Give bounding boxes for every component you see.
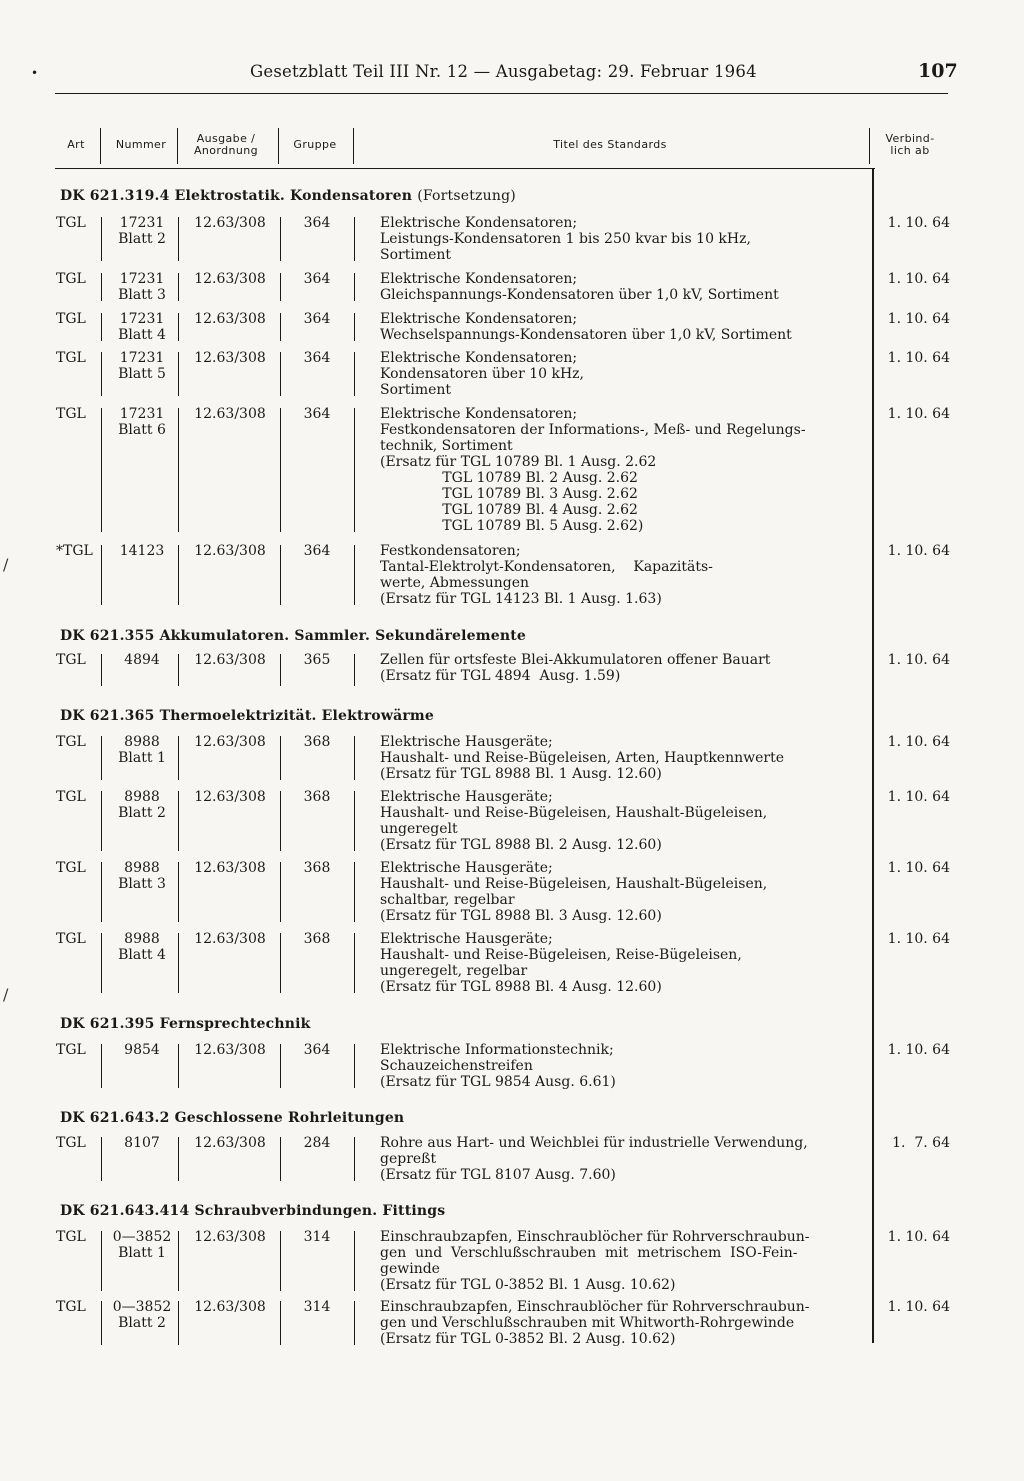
cell-nummer: 0—3852 Blatt 1 (112, 1229, 172, 1261)
row-divider (280, 1301, 281, 1345)
cell-gruppe: 364 (303, 271, 331, 287)
cell-ausgabe: 12.63/308 (194, 350, 266, 366)
section-name: Akkumulatoren. Sammler. Sekundärelemente (159, 628, 527, 644)
row-divider (354, 933, 355, 993)
row-divider (280, 408, 281, 532)
row-divider (178, 273, 179, 301)
row-divider (280, 862, 281, 922)
cell-art: TGL (56, 311, 86, 327)
row-divider (101, 313, 102, 341)
row-divider (354, 736, 355, 780)
column-divider (869, 128, 870, 164)
row-divider (178, 791, 179, 851)
column-divider (177, 128, 178, 164)
row-divider (178, 1301, 179, 1345)
cell-gruppe: 368 (303, 860, 331, 876)
row-divider (280, 1137, 281, 1181)
row-divider (354, 217, 355, 261)
section-heading (60, 628, 526, 644)
cell-gruppe: 364 (303, 1042, 331, 1058)
cell-gruppe: 365 (303, 652, 331, 668)
row-divider (178, 862, 179, 922)
section-suffix: (Fortsetzung) (417, 188, 516, 204)
row-divider (280, 545, 281, 605)
stray-dot: • (31, 66, 39, 80)
row-divider (101, 654, 102, 686)
cell-nummer: 17231 Blatt 4 (118, 311, 166, 343)
cell-art: TGL (56, 860, 86, 876)
row-divider (178, 352, 179, 396)
row-divider (101, 791, 102, 851)
section-heading (60, 1110, 404, 1126)
cell-titel: Rohre aus Hart- und Weichblei für industrielle Verwendung, gepreßt (Ersatz für TGL 8107 Ausg. 7.60) (380, 1135, 808, 1183)
cell-ausgabe: 12.63/308 (194, 1229, 266, 1245)
column-header-rule (55, 168, 875, 169)
cell-art: TGL (56, 1299, 86, 1315)
margin-mark: / (3, 555, 9, 574)
cell-titel: Elektrische Kondensatoren; Gleichspannungs-Kondensatoren über 1,0 kV, Sortiment (380, 271, 779, 303)
cell-nummer: 17231 Blatt 6 (118, 406, 166, 438)
row-divider (101, 273, 102, 301)
cell-nummer: 9854 (124, 1042, 160, 1058)
row-divider (178, 545, 179, 605)
cell-ausgabe: 12.63/308 (194, 931, 266, 947)
row-divider (354, 313, 355, 341)
row-divider (280, 313, 281, 341)
cell-ausgabe: 12.63/308 (194, 406, 266, 422)
cell-ausgabe: 12.63/308 (194, 543, 266, 559)
row-divider (280, 217, 281, 261)
cell-titel: Elektrische Informationstechnik; Schauzeichenstreifen (Ersatz für TGL 9854 Ausg. 6.61) (380, 1042, 616, 1090)
cell-verbindlich: 1. 10. 64 (887, 543, 950, 559)
column-header-nummer: Nummer (115, 138, 167, 151)
cell-ausgabe: 12.63/308 (194, 215, 266, 231)
row-divider (101, 352, 102, 396)
header-rule (55, 93, 948, 94)
cell-gruppe: 364 (303, 350, 331, 366)
column-header-ausgabe: Ausgabe / Anordnung (193, 132, 259, 157)
margin-mark: / (3, 985, 9, 1004)
section-heading (60, 1203, 445, 1219)
section-code: DK 621.319.4 (60, 188, 170, 204)
row-divider (354, 408, 355, 532)
section-name: Thermoelektrizität. Elektrowärme (159, 708, 435, 724)
cell-titel: Einschraubzapfen, Einschraublöcher für Rohrverschraubun- gen und Verschlußschrauben mit metrischem ISO-Fein- gewinde (Ersatz für TGL 0-3852 Bl. 1 Ausg. 10.62) (380, 1229, 810, 1293)
cell-nummer: 8988 Blatt 3 (118, 860, 166, 892)
cell-titel: Elektrische Hausgeräte; Haushalt- und Reise-Bügeleisen, Arten, Hauptkennwerte (Ersatz für TGL 8988 Bl. 1 Ausg. 12.60) (380, 734, 784, 782)
cell-verbindlich: 1. 10. 64 (887, 311, 950, 327)
cell-titel: Einschraubzapfen, Einschraublöcher für Rohrverschraubun- gen und Verschlußschrauben mit Whitworth-Rohrgewinde (Ersatz für TGL 0-3852 Bl. 2 Ausg. 10.62) (380, 1299, 810, 1347)
cell-art: TGL (56, 734, 86, 750)
section-name: Geschlossene Rohrleitungen (174, 1110, 405, 1126)
column-header-art: Art (67, 138, 85, 151)
section-code: DK 621.395 (60, 1016, 155, 1032)
cell-gruppe: 284 (303, 1135, 331, 1151)
row-divider (101, 217, 102, 261)
cell-titel: Elektrische Kondensatoren; Wechselspannungs-Kondensatoren über 1,0 kV, Sortiment (380, 311, 792, 343)
cell-art: TGL (56, 406, 86, 422)
row-divider (101, 933, 102, 993)
cell-art: TGL (56, 271, 86, 287)
row-divider (354, 1231, 355, 1291)
cell-nummer: 4894 (124, 652, 160, 668)
row-divider (178, 654, 179, 686)
cell-titel: Elektrische Kondensatoren; Kondensatoren über 10 kHz, Sortiment (380, 350, 585, 398)
section-code: DK 621.643.2 (60, 1110, 170, 1126)
column-header-gruppe: Gruppe (293, 138, 337, 151)
cell-verbindlich: 1. 10. 64 (887, 652, 950, 668)
cell-nummer: 8107 (124, 1135, 160, 1151)
cell-gruppe: 364 (303, 406, 331, 422)
cell-verbindlich: 1. 10. 64 (887, 350, 950, 366)
cell-verbindlich: 1. 10. 64 (887, 215, 950, 231)
row-divider (178, 933, 179, 993)
cell-verbindlich: 1. 10. 64 (887, 734, 950, 750)
row-divider (354, 273, 355, 301)
row-divider (178, 408, 179, 532)
cell-gruppe: 314 (303, 1229, 331, 1245)
section-heading (60, 1016, 311, 1032)
row-divider (178, 736, 179, 780)
row-divider (354, 654, 355, 686)
cell-titel: Zellen für ortsfeste Blei-Akkumulatoren offener Bauart (Ersatz für TGL 4894 Ausg. 1.59) (380, 652, 771, 684)
row-divider (101, 736, 102, 780)
cell-verbindlich: 1. 10. 64 (887, 789, 950, 805)
cell-art: TGL (56, 1042, 86, 1058)
cell-verbindlich: 1. 10. 64 (887, 1229, 950, 1245)
section-name: Fernsprechtechnik (159, 1016, 311, 1032)
row-divider (354, 1044, 355, 1088)
cell-ausgabe: 12.63/308 (194, 271, 266, 287)
cell-titel: Elektrische Kondensatoren; Festkondensatoren der Informations-, Meß- und Regelungs- technik, Sortiment (Ersatz für TGL 10789 Bl. 1 Ausg. 2.62 TGL 10789 Bl. 2 Ausg. 2.62 TGL 10789 Bl. 3 Ausg. 2.62 TGL 10789 Bl. 4 Ausg. 2.62 TGL 10789 Bl. 5 Ausg. 2.62) (380, 406, 806, 534)
cell-art: TGL (56, 652, 86, 668)
row-divider (280, 933, 281, 993)
row-divider (354, 791, 355, 851)
column-divider (353, 128, 354, 164)
section-name: Schraubverbindungen. Fittings (194, 1203, 446, 1219)
cell-nummer: 14123 (119, 543, 165, 559)
cell-nummer: 17231 Blatt 5 (118, 350, 166, 382)
row-divider (354, 1301, 355, 1345)
cell-ausgabe: 12.63/308 (194, 1135, 266, 1151)
cell-art: TGL (56, 350, 86, 366)
row-divider (280, 352, 281, 396)
cell-verbindlich: 1. 10. 64 (887, 1299, 950, 1315)
cell-verbindlich: 1. 10. 64 (887, 271, 950, 287)
cell-art: *TGL (56, 543, 93, 559)
cell-art: TGL (56, 215, 86, 231)
row-divider (280, 1231, 281, 1291)
section-heading (60, 708, 434, 724)
row-divider (354, 352, 355, 396)
column-divider (278, 128, 279, 164)
cell-art: TGL (56, 1229, 86, 1245)
cell-nummer: 17231 Blatt 3 (118, 271, 166, 303)
section-heading (60, 188, 516, 204)
cell-gruppe: 364 (303, 311, 331, 327)
cell-gruppe: 314 (303, 1299, 331, 1315)
cell-nummer: 17231 Blatt 2 (118, 215, 166, 247)
cell-ausgabe: 12.63/308 (194, 860, 266, 876)
cell-nummer: 8988 Blatt 4 (118, 931, 166, 963)
cell-gruppe: 364 (303, 215, 331, 231)
section-code: DK 621.355 (60, 628, 155, 644)
cell-art: TGL (56, 1135, 86, 1151)
column-header-titel: Titel des Standards (553, 138, 667, 151)
cell-nummer: 8988 Blatt 1 (118, 734, 166, 766)
cell-ausgabe: 12.63/308 (194, 1042, 266, 1058)
cell-gruppe: 364 (303, 543, 331, 559)
row-divider (354, 545, 355, 605)
column-header-verbindlich: Verbind- lich ab (885, 132, 935, 157)
cell-ausgabe: 12.63/308 (194, 1299, 266, 1315)
page-number: 107 (918, 60, 958, 82)
row-divider (280, 273, 281, 301)
cell-titel: Festkondensatoren; Tantal-Elektrolyt-Kondensatoren, Kapazitäts- werte, Abmessungen (Ersatz für TGL 14123 Bl. 1 Ausg. 1.63) (380, 543, 713, 607)
section-name: Elektrostatik. Kondensatoren (174, 188, 413, 204)
cell-verbindlich: 1. 10. 64 (887, 860, 950, 876)
row-divider (178, 1231, 179, 1291)
row-divider (101, 862, 102, 922)
row-divider (280, 736, 281, 780)
row-divider (354, 862, 355, 922)
cell-ausgabe: 12.63/308 (194, 734, 266, 750)
row-divider (178, 217, 179, 261)
cell-nummer: 0—3852 Blatt 2 (112, 1299, 172, 1331)
cell-ausgabe: 12.63/308 (194, 789, 266, 805)
row-divider (178, 1137, 179, 1181)
cell-titel: Elektrische Hausgeräte; Haushalt- und Reise-Bügeleisen, Reise-Bügeleisen, ungeregelt, regelbar (Ersatz für TGL 8988 Bl. 4 Ausg. 12.60) (380, 931, 742, 995)
cell-verbindlich: 1. 7. 64 (892, 1135, 950, 1151)
row-divider (101, 1301, 102, 1345)
cell-ausgabe: 12.63/308 (194, 311, 266, 327)
section-code: DK 621.643.414 (60, 1203, 190, 1219)
cell-titel: Elektrische Hausgeräte; Haushalt- und Reise-Bügeleisen, Haushalt-Bügeleisen, ungeregelt (Ersatz für TGL 8988 Bl. 2 Ausg. 12.60) (380, 789, 768, 853)
cell-art: TGL (56, 931, 86, 947)
row-divider (280, 654, 281, 686)
cell-gruppe: 368 (303, 789, 331, 805)
section-code: DK 621.365 (60, 708, 155, 724)
column-divider-right (872, 168, 874, 1343)
column-divider (100, 128, 101, 164)
row-divider (101, 1044, 102, 1088)
cell-gruppe: 368 (303, 734, 331, 750)
row-divider (101, 408, 102, 532)
cell-verbindlich: 1. 10. 64 (887, 1042, 950, 1058)
cell-ausgabe: 12.63/308 (194, 652, 266, 668)
cell-nummer: 8988 Blatt 2 (118, 789, 166, 821)
cell-gruppe: 368 (303, 931, 331, 947)
row-divider (101, 1231, 102, 1291)
row-divider (354, 1137, 355, 1181)
row-divider (101, 545, 102, 605)
row-divider (280, 1044, 281, 1088)
cell-titel: Elektrische Kondensatoren; Leistungs-Kondensatoren 1 bis 250 kvar bis 10 kHz, Sortiment (380, 215, 751, 263)
row-divider (178, 1044, 179, 1088)
cell-verbindlich: 1. 10. 64 (887, 406, 950, 422)
cell-art: TGL (56, 789, 86, 805)
cell-verbindlich: 1. 10. 64 (887, 931, 950, 947)
row-divider (101, 1137, 102, 1181)
row-divider (280, 791, 281, 851)
running-head: Gesetzblatt Teil III Nr. 12 — Ausgabetag: 29. Februar 1964 (250, 62, 757, 81)
cell-titel: Elektrische Hausgeräte; Haushalt- und Reise-Bügeleisen, Haushalt-Bügeleisen, schaltbar, regelbar (Ersatz für TGL 8988 Bl. 3 Ausg. 12.60) (380, 860, 768, 924)
row-divider (178, 313, 179, 341)
